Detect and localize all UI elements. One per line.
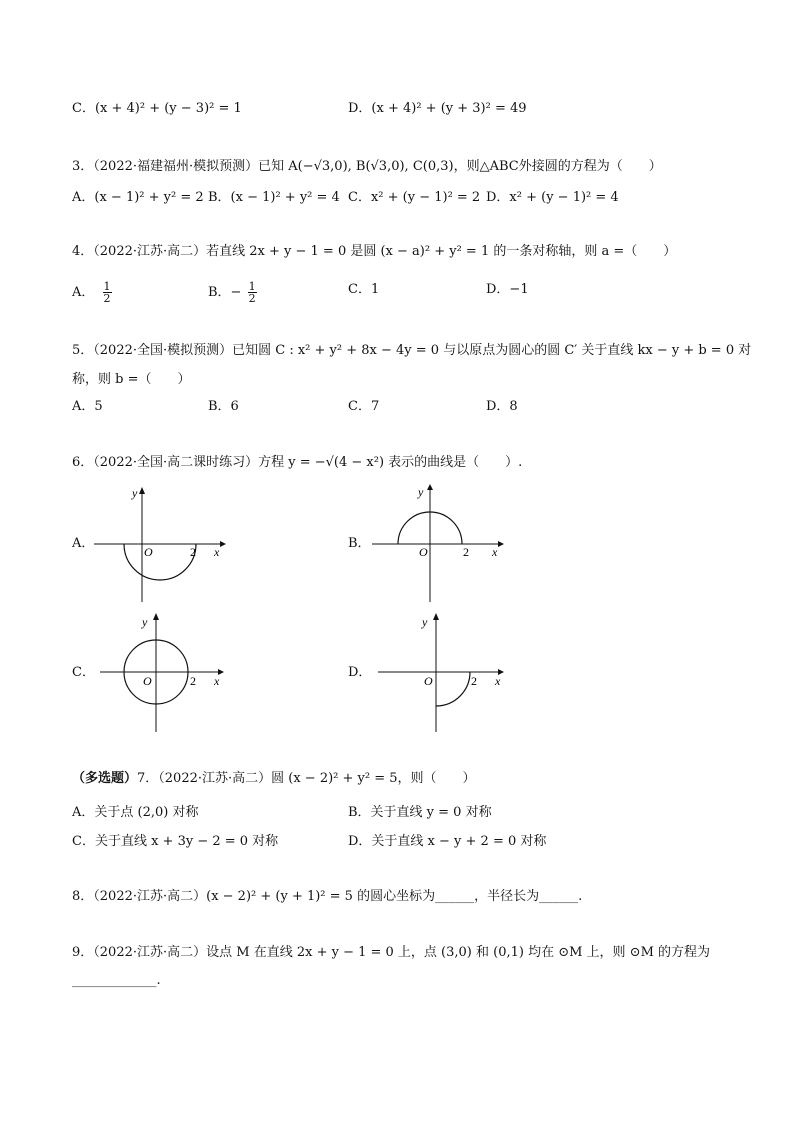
- q4-option-c: C．1: [348, 282, 380, 297]
- q5-stem-line1: 5．（2022·全国·模拟预测）已知圆 C : x² + y² + 8x − 4y = 0 与以原点为圆心的圆 C′ 关于直线 kx − y + b = 0 对: [72, 343, 752, 358]
- y-axis-arrow-icon: [427, 484, 433, 490]
- q6-graph-a: [90, 484, 230, 604]
- tick-2-label: 2: [190, 545, 196, 559]
- q4-fraction-a: $\frac{1}{2}$: [103, 280, 111, 305]
- q3-option-c: C．x² + (y − 1)² = 2: [348, 190, 481, 205]
- y-axis-arrow-icon: [433, 613, 439, 620]
- prev-option-d: D．(x + 4)² + (y + 3)² = 49: [348, 101, 527, 116]
- y-label: y: [142, 615, 148, 629]
- origin-label: O: [424, 674, 433, 688]
- q6-label-c: C．: [72, 665, 95, 680]
- q4-fraction-b: $\frac{1}{2}$: [248, 280, 256, 305]
- q6-label-b: B．: [348, 536, 371, 551]
- tick-2-label: 2: [463, 545, 469, 559]
- x-label: x: [495, 674, 501, 688]
- q4-option-a: A． $\frac{1}{2}$: [72, 280, 111, 305]
- q4-stem: 4．（2022·江苏·高二）若直线 2x + y − 1 = 0 是圆 (x − a)² + y² = 1 的一条对称轴，则 a =（ ）: [72, 244, 677, 259]
- q6-label-d: D．: [348, 665, 372, 680]
- y-axis-arrow-icon: [153, 613, 159, 620]
- q9-stem-line2: _____________.: [72, 973, 161, 988]
- q7-option-d: D．关于直线 x − y + 2 = 0 对称: [348, 834, 547, 849]
- q7-stem: 7．（2022·江苏·高二）圆 (x − 2)² + y² = 5，则（ ）: [137, 771, 476, 786]
- q6-graph-c: [96, 612, 236, 734]
- origin-label: O: [419, 545, 428, 559]
- q5-option-c: C．7: [348, 399, 380, 414]
- y-label: y: [422, 615, 428, 629]
- x-label: x: [214, 674, 220, 688]
- q3-option-d: D．x² + (y − 1)² = 4: [486, 190, 619, 205]
- y-label: y: [418, 485, 424, 499]
- x-label: x: [492, 545, 498, 559]
- q6-label-a: A．: [72, 536, 95, 551]
- q6-stem: 6．（2022·全国·高二课时练习）方程 y = −√(4 − x²) 表示的曲线是（ ）.: [72, 455, 523, 470]
- x-axis-arrow-icon: [498, 541, 504, 547]
- q7-option-c: C．关于直线 x + 3y − 2 = 0 对称: [72, 834, 279, 849]
- q7-stem-line: [72, 770, 476, 788]
- q3-stem: 3．（2022·福建福州·模拟预测）已知 A(−√3,0), B(√3,0), C(0,3)，则△ABC外接圆的方程为（ ）: [72, 159, 662, 174]
- q5-option-a: A．5: [72, 399, 103, 414]
- q5-option-b: B．6: [208, 399, 239, 414]
- q5-stem-line2: 称，则 b =（ ）: [72, 372, 191, 387]
- q8-stem: 8．（2022·江苏·高二）(x − 2)² + (y + 1)² = 5 的圆心坐标为______，半径长为______.: [72, 889, 583, 904]
- q7-option-b: B．关于直线 y = 0 对称: [348, 805, 492, 820]
- q4-option-d: D．−1: [486, 282, 529, 297]
- tick-2-label: 2: [190, 674, 196, 688]
- lower-semicircle: [124, 544, 196, 580]
- q5-option-d: D．8: [486, 399, 518, 414]
- prev-option-c: C．(x + 4)² + (y − 3)² = 1: [72, 101, 242, 116]
- q3-option-a: A．(x − 1)² + y² = 2: [72, 190, 204, 205]
- x-axis-arrow-icon: [220, 541, 226, 547]
- q7-option-a: A．关于点 (2,0) 对称: [72, 805, 199, 820]
- x-label: x: [214, 545, 220, 559]
- q3-option-b: B．(x − 1)² + y² = 4: [208, 190, 340, 205]
- y-label: y: [132, 486, 138, 500]
- origin-label: O: [144, 545, 153, 559]
- origin-label: O: [143, 674, 152, 688]
- quarter-circle: [436, 672, 470, 706]
- q9-stem-line1: 9．（2022·江苏·高二）设点 M 在直线 2x + y − 1 = 0 上，点 (3,0) 和 (0,1) 均在 ⊙M 上，则 ⊙M 的方程为: [72, 945, 711, 960]
- q6-graph-b: [368, 484, 508, 604]
- q6-graph-d: [374, 612, 514, 734]
- q7-multi-choice-tag: （多选题）: [72, 771, 138, 786]
- q4-option-b: B．− $\frac{1}{2}$: [208, 280, 256, 305]
- tick-2-label: 2: [471, 674, 477, 688]
- y-axis-arrow-icon: [139, 487, 145, 494]
